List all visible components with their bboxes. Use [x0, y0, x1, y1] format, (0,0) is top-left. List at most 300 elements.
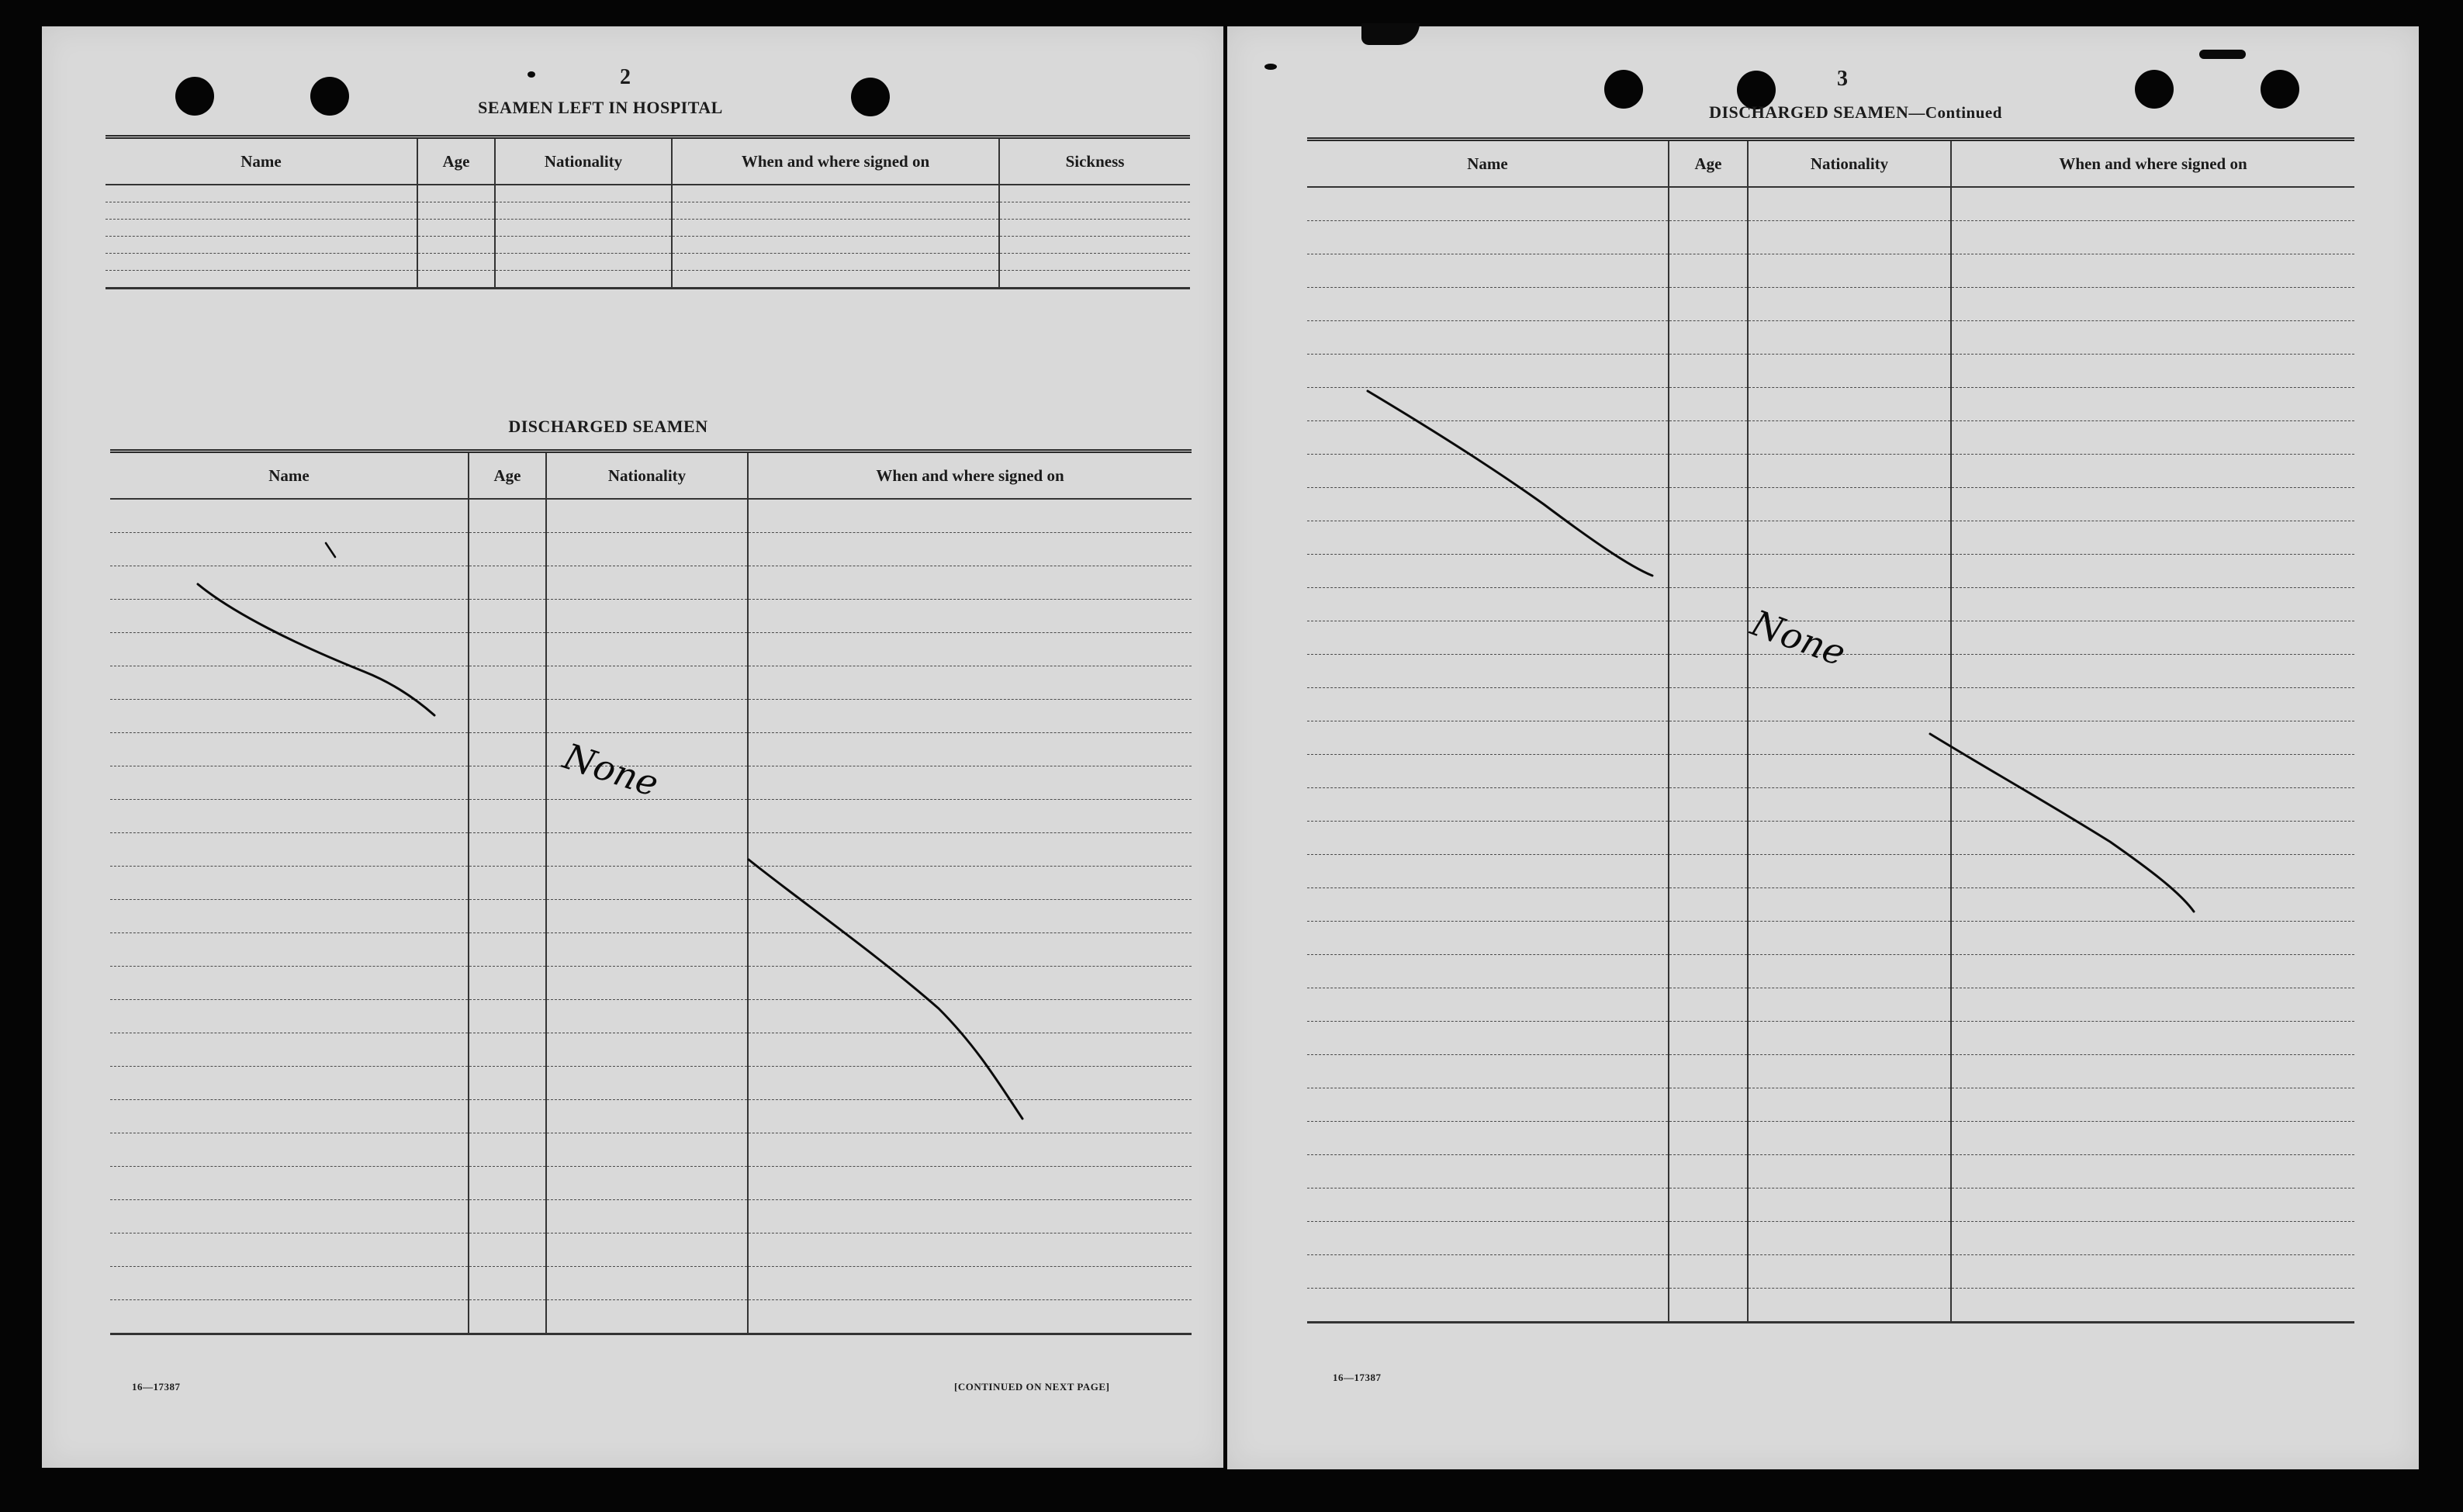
section-title-seamen-left-in-hospital: SEAMEN LEFT IN HOSPITAL: [478, 98, 723, 117]
table-cell: [672, 271, 999, 289]
table-cell: [469, 933, 546, 967]
table-row: [106, 254, 1190, 271]
table-cell: [1951, 588, 2354, 621]
table-row: [110, 867, 1192, 900]
table-cell: [1307, 254, 1669, 288]
table-cell: [1748, 688, 1951, 721]
table-cell: [1748, 988, 1951, 1022]
table-cell: [1307, 1055, 1669, 1088]
table-cell: [1748, 355, 1951, 388]
table-cell: [469, 1233, 546, 1267]
table-cell: [1669, 922, 1748, 955]
table-cell: [672, 202, 999, 220]
table-cell: [110, 1067, 469, 1100]
table-cell: [110, 1267, 469, 1300]
table-cell: [1951, 855, 2354, 888]
table-cell: [1669, 555, 1748, 588]
table-row: [1307, 1022, 2354, 1055]
table-cell: [469, 533, 546, 566]
table-cell: [1669, 755, 1748, 788]
table-cell: [1307, 1188, 1669, 1222]
table-cell: [748, 533, 1192, 566]
table-cell: [110, 1233, 469, 1267]
table-row: [110, 666, 1192, 700]
table-cell: [110, 1100, 469, 1133]
table-cell: [106, 220, 417, 237]
table-cell: [748, 833, 1192, 867]
table-cell: [546, 833, 748, 867]
hospital-table: [106, 135, 1190, 289]
table-cell: [469, 1000, 546, 1033]
table-cell: [1748, 254, 1951, 288]
table-cell: [999, 237, 1190, 254]
table-cell: [1307, 221, 1669, 254]
table-cell: [1951, 1155, 2354, 1188]
table-cell: [1669, 321, 1748, 355]
table-cell: [1951, 388, 2354, 421]
table-row: [1307, 922, 2354, 955]
table-row: [106, 220, 1190, 237]
table-cell: [106, 271, 417, 289]
table-cell: [1669, 1289, 1748, 1323]
table-cell: [1669, 788, 1748, 822]
punch-hole-icon: [851, 78, 890, 116]
table-cell: [469, 967, 546, 1000]
table-cell: [1669, 1255, 1748, 1289]
table-row: [106, 271, 1190, 289]
table-cell: [1307, 988, 1669, 1022]
table-cell: [748, 666, 1192, 700]
table-cell: [417, 220, 495, 237]
table-cell: [999, 220, 1190, 237]
table-cell: [469, 766, 546, 800]
form-code: 16—17387: [132, 1381, 181, 1393]
table-cell: [469, 833, 546, 867]
continued-note: [CONTINUED ON NEXT PAGE]: [954, 1381, 1110, 1393]
table-cell: [1748, 855, 1951, 888]
table-cell: [1951, 955, 2354, 988]
discharged-continued-table: [1307, 137, 2354, 1323]
table-cell: [1307, 421, 1669, 455]
table-cell: [748, 900, 1192, 933]
table-cell: [1669, 355, 1748, 388]
table-cell: [110, 867, 469, 900]
table-cell: [748, 600, 1192, 633]
column-header-name: Name: [110, 452, 469, 500]
table-cell: [1951, 321, 2354, 355]
table-cell: [1748, 455, 1951, 488]
punch-hole-icon: [310, 77, 349, 116]
table-cell: [1951, 822, 2354, 855]
table-cell: [417, 185, 495, 202]
table-cell: [546, 1267, 748, 1300]
table-cell: [1307, 621, 1669, 655]
table-cell: [546, 733, 748, 766]
table-row: [110, 1300, 1192, 1334]
table-cell: [1748, 421, 1951, 455]
table-row: [1307, 1289, 2354, 1323]
table-row: [1307, 321, 2354, 355]
table-cell: [1669, 655, 1748, 688]
table-cell: [469, 1067, 546, 1100]
table-cell: [469, 1167, 546, 1200]
table-cell: [1669, 488, 1748, 521]
table-cell: [110, 633, 469, 666]
table-cell: [1951, 1255, 2354, 1289]
table-cell: [106, 202, 417, 220]
handwritten-none-left: None: [559, 735, 664, 805]
table-row: [110, 1233, 1192, 1267]
table-cell: [546, 1300, 748, 1334]
table-cell: [546, 1167, 748, 1200]
table-row: [110, 1100, 1192, 1133]
table-cell: [110, 733, 469, 766]
table-cell: [469, 1300, 546, 1334]
table-row: [1307, 621, 2354, 655]
table-row: [110, 1133, 1192, 1167]
table-cell: [1669, 455, 1748, 488]
table-cell: [1307, 788, 1669, 822]
table-cell: [546, 700, 748, 733]
table-row: [1307, 855, 2354, 888]
table-cell: [999, 254, 1190, 271]
table-cell: [1669, 955, 1748, 988]
table-cell: [999, 202, 1190, 220]
table-cell: [1669, 254, 1748, 288]
table-cell: [1307, 187, 1669, 221]
table-cell: [1748, 922, 1951, 955]
table-row: [1307, 1155, 2354, 1188]
table-row: [1307, 421, 2354, 455]
table-cell: [1669, 688, 1748, 721]
table-cell: [1669, 621, 1748, 655]
table-cell: [110, 1033, 469, 1067]
table-cell: [1669, 588, 1748, 621]
table-cell: [110, 666, 469, 700]
table-cell: [110, 800, 469, 833]
table-cell: [1748, 1088, 1951, 1122]
table-cell: [546, 933, 748, 967]
table-cell: [748, 766, 1192, 800]
table-cell: [1748, 1022, 1951, 1055]
table-cell: [1748, 888, 1951, 922]
table-cell: [748, 1100, 1192, 1133]
table-cell: [1951, 688, 2354, 721]
table-cell: [110, 833, 469, 867]
table-cell: [1307, 521, 1669, 555]
table-cell: [1748, 755, 1951, 788]
table-cell: [1748, 1122, 1951, 1155]
table-cell: [546, 1067, 748, 1100]
table-cell: [748, 1033, 1192, 1067]
column-header-sickness: Sickness: [999, 137, 1190, 185]
table-cell: [1951, 421, 2354, 455]
discharged-table-body: [110, 499, 1192, 1334]
table-cell: [1748, 1289, 1951, 1323]
table-cell: [106, 254, 417, 271]
table-cell: [1669, 187, 1748, 221]
table-cell: [1748, 1188, 1951, 1222]
table-cell: [1669, 1222, 1748, 1255]
table-cell: [546, 499, 748, 533]
table-cell: [1748, 1222, 1951, 1255]
table-cell: [469, 800, 546, 833]
table-cell: [1748, 621, 1951, 655]
table-cell: [110, 1167, 469, 1200]
table-cell: [748, 733, 1192, 766]
table-cell: [1951, 655, 2354, 688]
column-header-nationality: Nationality: [495, 137, 672, 185]
table-cell: [546, 600, 748, 633]
table-cell: [1307, 1289, 1669, 1323]
table-cell: [1307, 588, 1669, 621]
table-cell: [1748, 655, 1951, 688]
ink-speck: [528, 71, 535, 78]
table-cell: [1307, 1088, 1669, 1122]
table-cell: [1669, 521, 1748, 555]
table-cell: [1748, 555, 1951, 588]
table-cell: [1307, 321, 1669, 355]
table-cell: [1748, 321, 1951, 355]
table-cell: [1748, 955, 1951, 988]
table-cell: [546, 1033, 748, 1067]
table-cell: [546, 566, 748, 600]
table-cell: [546, 1200, 748, 1233]
table-cell: [106, 185, 417, 202]
table-row: [110, 566, 1192, 600]
table-cell: [110, 1300, 469, 1334]
table-row: [110, 900, 1192, 933]
table-row: [106, 185, 1190, 202]
table-cell: [1307, 688, 1669, 721]
table-cell: [1951, 888, 2354, 922]
table-row: [1307, 254, 2354, 288]
table-cell: [1951, 755, 2354, 788]
table-cell: [748, 700, 1192, 733]
table-cell: [672, 185, 999, 202]
column-header-signed-on: When and where signed on: [748, 452, 1192, 500]
right-page: [1227, 26, 2419, 1469]
table-cell: [1748, 1055, 1951, 1088]
table-cell: [110, 600, 469, 633]
table-cell: [110, 766, 469, 800]
table-cell: [748, 867, 1192, 900]
page-number: 3: [1837, 67, 1848, 91]
table-cell: [1951, 455, 2354, 488]
table-cell: [748, 633, 1192, 666]
table-cell: [546, 1233, 748, 1267]
ink-speck: [1264, 64, 1277, 70]
table-cell: [748, 933, 1192, 967]
column-header-age: Age: [469, 452, 546, 500]
table-cell: [1951, 521, 2354, 555]
table-cell: [1669, 988, 1748, 1022]
table-cell: [1748, 488, 1951, 521]
table-cell: [748, 1167, 1192, 1200]
table-cell: [748, 800, 1192, 833]
table-cell: [495, 202, 672, 220]
table-row: [1307, 588, 2354, 621]
table-cell: [1669, 1155, 1748, 1188]
table-cell: [546, 1000, 748, 1033]
discharged-continued-table-body: [1307, 187, 2354, 1323]
table-cell: [417, 271, 495, 289]
table-cell: [1951, 187, 2354, 221]
table-cell: [1951, 355, 2354, 388]
table-cell: [469, 1267, 546, 1300]
table-row: [1307, 1222, 2354, 1255]
table-row: [1307, 721, 2354, 755]
table-cell: [417, 202, 495, 220]
punch-hole-icon: [2261, 70, 2299, 109]
table-row: [106, 202, 1190, 220]
table-cell: [469, 700, 546, 733]
table-cell: [1669, 855, 1748, 888]
table-cell: [1748, 221, 1951, 254]
table-cell: [1951, 488, 2354, 521]
table-cell: [1307, 1222, 1669, 1255]
table-cell: [999, 185, 1190, 202]
table-cell: [1669, 1022, 1748, 1055]
table-cell: [1748, 588, 1951, 621]
table-cell: [469, 600, 546, 633]
table-cell: [546, 766, 748, 800]
section-title-suffix: —Continued: [1908, 103, 2002, 122]
table-cell: [748, 1067, 1192, 1100]
discharged-table: [110, 449, 1192, 1335]
table-row: [110, 1067, 1192, 1100]
table-cell: [1748, 388, 1951, 421]
table-row: [1307, 755, 2354, 788]
table-cell: [110, 1200, 469, 1233]
table-cell: [546, 1133, 748, 1167]
table-cell: [1669, 1188, 1748, 1222]
table-cell: [546, 800, 748, 833]
table-cell: [1951, 988, 2354, 1022]
table-row: [110, 600, 1192, 633]
table-row: [1307, 388, 2354, 421]
ink-speck: [2199, 50, 2246, 59]
table-row: [110, 533, 1192, 566]
table-cell: [1951, 1055, 2354, 1088]
table-row: [1307, 955, 2354, 988]
table-row: [1307, 1088, 2354, 1122]
table-row: [110, 933, 1192, 967]
punch-hole-icon: [2135, 70, 2174, 109]
table-cell: [1307, 355, 1669, 388]
punch-hole-icon: [175, 77, 214, 116]
section-title-main: DISCHARGED SEAMEN: [1709, 102, 1909, 122]
table-cell: [1307, 755, 1669, 788]
section-title-discharged-seamen: DISCHARGED SEAMEN: [508, 417, 708, 436]
table-cell: [546, 533, 748, 566]
table-row: [110, 1267, 1192, 1300]
column-header-name: Name: [1307, 140, 1669, 188]
table-row: [1307, 355, 2354, 388]
table-cell: [495, 220, 672, 237]
left-page: [42, 26, 1223, 1468]
table-row: [1307, 555, 2354, 588]
table-row: [110, 1000, 1192, 1033]
table-cell: [672, 220, 999, 237]
form-code: 16—17387: [1333, 1372, 1382, 1383]
table-cell: [748, 1133, 1192, 1167]
table-cell: [1307, 1155, 1669, 1188]
column-header-nationality: Nationality: [546, 452, 748, 500]
column-header-signed-on: When and where signed on: [1951, 140, 2354, 188]
table-cell: [469, 900, 546, 933]
table-cell: [672, 237, 999, 254]
column-header-age: Age: [1669, 140, 1748, 188]
table-cell: [110, 1133, 469, 1167]
table-cell: [1307, 955, 1669, 988]
table-cell: [495, 237, 672, 254]
table-row: [1307, 1122, 2354, 1155]
table-cell: [1951, 1022, 2354, 1055]
table-cell: [1951, 1122, 2354, 1155]
table-cell: [1951, 221, 2354, 254]
table-cell: [469, 499, 546, 533]
table-cell: [469, 1100, 546, 1133]
table-row: [1307, 988, 2354, 1022]
table-row: [1307, 655, 2354, 688]
table-cell: [469, 566, 546, 600]
table-cell: [1748, 288, 1951, 321]
table-row: [1307, 688, 2354, 721]
table-cell: [748, 1000, 1192, 1033]
table-cell: [110, 700, 469, 733]
table-cell: [546, 900, 748, 933]
table-row: [1307, 888, 2354, 922]
table-cell: [1307, 1255, 1669, 1289]
table-cell: [417, 254, 495, 271]
table-cell: [469, 1200, 546, 1233]
table-row: [1307, 1055, 2354, 1088]
table-cell: [1748, 721, 1951, 755]
table-row: [110, 1200, 1192, 1233]
table-cell: [546, 867, 748, 900]
table-row: [110, 633, 1192, 666]
table-row: [110, 1167, 1192, 1200]
table-cell: [1951, 254, 2354, 288]
table-cell: [748, 967, 1192, 1000]
table-row: [1307, 187, 2354, 221]
table-cell: [1669, 288, 1748, 321]
table-row: [1307, 521, 2354, 555]
table-cell: [546, 633, 748, 666]
table-cell: [1307, 1022, 1669, 1055]
table-cell: [1307, 721, 1669, 755]
table-cell: [999, 271, 1190, 289]
table-row: [110, 833, 1192, 867]
table-cell: [1669, 1055, 1748, 1088]
table-row: [110, 766, 1192, 800]
table-cell: [495, 271, 672, 289]
table-cell: [495, 254, 672, 271]
table-cell: [1307, 488, 1669, 521]
table-cell: [672, 254, 999, 271]
table-cell: [106, 237, 417, 254]
table-cell: [417, 237, 495, 254]
table-cell: [1307, 288, 1669, 321]
table-row: [1307, 455, 2354, 488]
table-cell: [748, 1267, 1192, 1300]
handwritten-none-right: None: [1745, 601, 1852, 675]
table-cell: [1307, 455, 1669, 488]
hospital-table-body: [106, 185, 1190, 289]
table-cell: [748, 566, 1192, 600]
table-cell: [1669, 1088, 1748, 1122]
